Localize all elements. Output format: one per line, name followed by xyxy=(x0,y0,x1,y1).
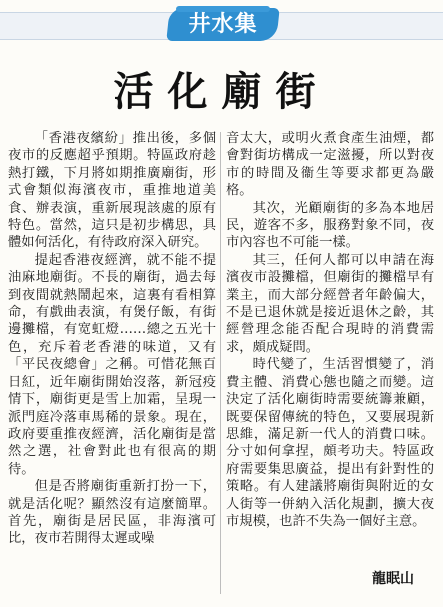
paragraph: 「香港夜繽紛」推出後，多個夜市的反應超乎預期。特區政府趁熱打鐵，下月將如期推廣廟街，形式會類似海濱夜市，重推地道美食、辦表演，重新展現該處的原有特色。當然，這只是初步構思，具體如何活化，有待政府深入研究。 xyxy=(8,131,216,251)
paragraph: 但是否將廟街重新打扮一下，就是活化呢？顯然沒有這麼簡單。首先，廟街是居民區，非海濱可比，夜市若開得太遲或噪 xyxy=(8,479,216,547)
column-header xyxy=(0,0,443,46)
article-column-right xyxy=(226,130,434,530)
paragraph: 其次，光顧廟街的多為本地居民，遊客不多，服務對象不同，夜市內容也不可能一樣。 xyxy=(226,200,434,251)
paragraph: 提起香港夜經濟，就不能不提油麻地廟街。不長的廟街，過去每到夜間就熱鬧起來，這裏有看相算命，有戲曲表演，有煲仔飯，有街邊攤檔，有宽虹燈……總之五光十色，充斥着老香港的味道，又有「平民夜總會」之稱。可惜花無百日紅，近年廟街開始沒落，新冠疫情下，廟街更是雪上加霜，呈現一派門庭冷落車馬稀的景象。現在，政府要重推夜經濟，活化廟街是當然之選，社會對此也有很高的期待。 xyxy=(8,252,216,477)
article-title: 活化廟街 xyxy=(113,68,330,115)
author-byline: 龍眠山 xyxy=(372,571,414,587)
column-name: 井水集 xyxy=(188,12,258,37)
paragraph: 時代變了，生活習慣變了，消費主體、消費心態也隨之而變。這決定了活化廟街時需要統籌兼顧，既要保留傳統的特色，又要展現新思維，滿足新一代人的消費口味。分寸如何拿捏，頗考功夫。特區政府需要集思廣益，提出有針對性的策略。有人建議將廟街與附近的女人街等一併納入活化規劃，擴大夜市規模，也許不失為一個好主意。 xyxy=(226,357,434,529)
paragraph: 其三，任何人都可以申請在海濱夜市設攤檔，但廟街的攤檔早有業主，而大部分經營者年齡偏大，不是已退休就是接近退休之齡，其經營理念能否配合現時的消費需求，頗成疑問。 xyxy=(226,252,434,355)
paragraph: 音太大，或明火煮食產生油煙，都會對街坊構成一定滋擾，所以對夜市的時間及衞生等要求都更為嚴格。 xyxy=(226,131,434,199)
column-divider xyxy=(220,132,221,594)
article-column-left xyxy=(8,130,216,548)
